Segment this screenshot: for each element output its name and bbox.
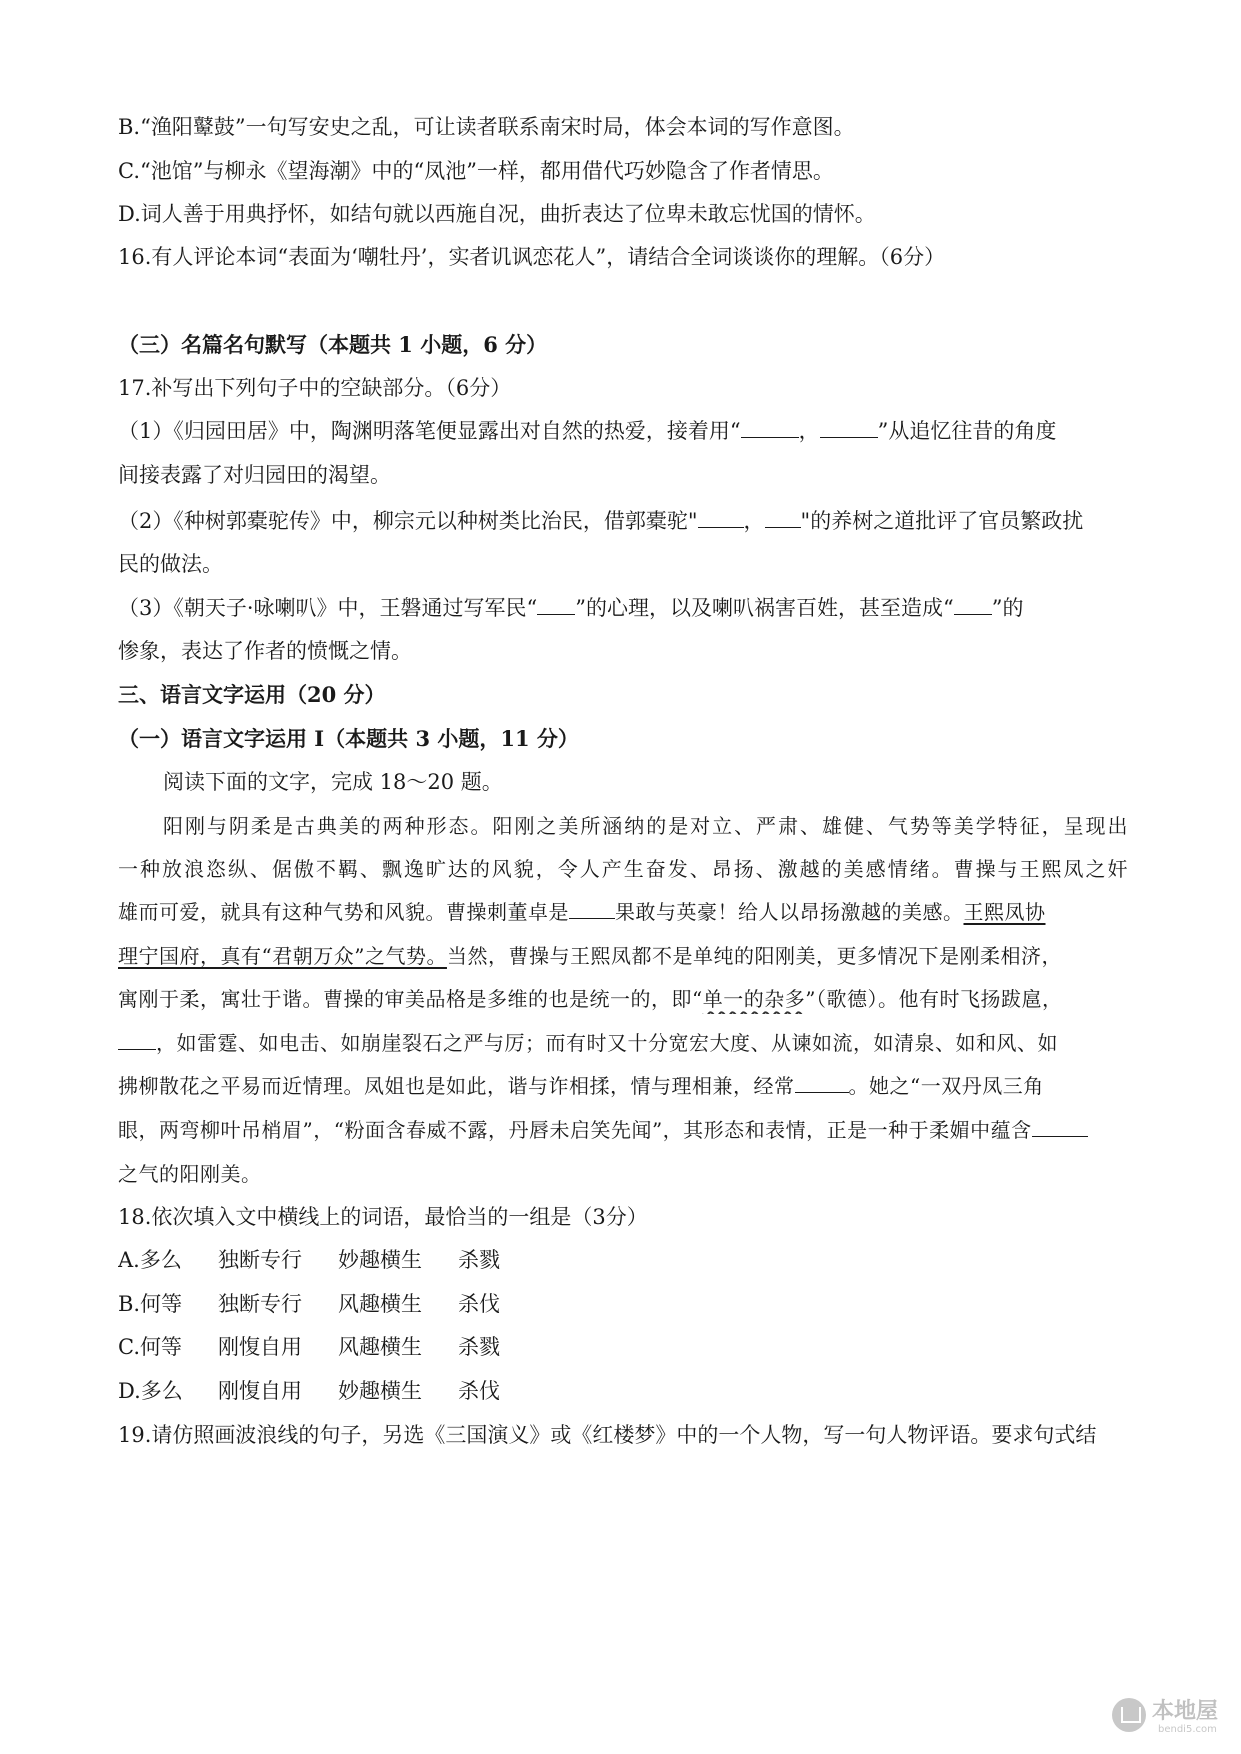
passage-line-1: 阳刚与阴柔是古典美的两种形态。阳刚之美所涵纳的是对立、严肃、雄健、气势等美学特征，呈现出 [163,814,1128,838]
passage-line-7 [118,1071,1128,1101]
option-word: 独断专行 [218,1292,302,1316]
q17-item3-text-a: （3）《朝天子·咏喇叭》中，王磐通过写军民“ [118,596,538,620]
answer-blank[interactable] [820,417,878,438]
underlined-sentence: 王熙凤协 [963,900,1046,924]
question-18: 18.依次填入文中横线上的词语，最恰当的一组是（3分） [118,1205,648,1229]
watermark-name: 本地屋 [1152,1699,1219,1724]
watermark-url: bendi5.com [1158,1724,1217,1735]
answer-blank[interactable] [765,507,801,528]
section-heading-recitation: （三）名篇名句默写（本题共 1 小题，6 分） [118,332,548,357]
option-word: 妙趣横生 [338,1248,422,1272]
wavy-underlined-phrase: 单一的杂多 [702,987,806,1011]
passage-line-8 [118,1115,1128,1145]
q17-item2-text-a: （2）《种树郭橐驼传》中，柳宗元以种树类比治民，借郭橐驼" [118,509,698,533]
answer-blank[interactable] [569,898,615,919]
passage-line8-text: 眼，两弯柳叶吊梢眉”，“粉面含春威不露，丹唇未启笑先闻”，其形态和表情，正是一种于柔媚中蕴含 [118,1118,1032,1142]
passage-line4-text-b: 当然，曹操与王熙凤都不是单纯的阳刚美，更多情况下是刚柔相济， [446,944,1062,968]
option-word: 妙趣横生 [338,1379,422,1403]
q17-item-3-cont: 惨象，表达了作者的愤慨之情。 [118,639,412,663]
q17-item-2 [118,506,1128,536]
q17-item3-text-c: ”的 [991,596,1024,620]
answer-blank[interactable] [795,1072,849,1093]
option-word: 独断专行 [218,1248,302,1272]
subsection-heading: （一）语言文字运用 I（本题共 3 小题，11 分） [118,726,579,751]
passage-line-9: 之气的阳刚美。 [118,1162,262,1186]
answer-blank[interactable] [954,594,992,615]
question-16: 16.有人评论本词“表面为‘嘲牡丹’，实者讥讽恋花人”，请结合全词谈谈你的理解。（6分） [118,245,946,269]
option-label: C.何等 [118,1335,182,1359]
question-17: 17.补写出下列句子中的空缺部分。（6分） [118,376,512,400]
passage-line-4 [118,941,1128,971]
answer-blank[interactable] [741,417,799,438]
passage-line3-text-a: 雄而可爱，就具有这种气势和风貌。曹操刺董卓是 [118,900,569,924]
q17-item-2-cont: 民的做法。 [118,552,223,576]
passage-line-6 [118,1028,1128,1058]
q17-item3-text-b: ”的心理，以及喇叭祸害百姓，甚至造成“ [575,596,954,620]
passage-line7-text-a: 拂柳散花之平易而近情理。凤姐也是如此，谐与诈相揉，情与理相兼，经常 [118,1074,795,1098]
q17-item1-text-a: （1）《归园田居》中，陶渊明落笔便显露出对自然的热爱，接着用“ [118,419,741,443]
passage-line-2: 一种放浪恣纵、倨傲不羁、飘逸旷达的风貌，令人产生奋发、昂扬、激越的美感情绪。曹操与王熙凤之奸 [118,857,1128,881]
option-label: B.何等 [118,1292,183,1316]
watermark [1112,1694,1232,1744]
q18-option-b [118,1289,1128,1319]
question-19: 19.请仿照画波浪线的句子，另选《三国演义》或《红楼梦》中的一个人物，写一句人物评语。要求句式结 [118,1423,1097,1447]
option-word: 杀伐 [458,1292,500,1316]
option-word: 杀戮 [458,1248,500,1272]
q17-item-1-cont: 间接表露了对归园田的渴望。 [118,463,391,487]
reading-instruction: 阅读下面的文字，完成 18～20 题。 [163,770,503,794]
passage-line6-text: ，如雷霆、如电击、如崩崖裂石之严与厉；而有时又十分宽宏大度、从谏如流，如清泉、如和风、如 [156,1031,1058,1055]
answer-blank[interactable] [537,594,575,615]
answer-blank[interactable] [118,1029,156,1050]
passage-line3-text-b: 果敢与英豪！给人以昂扬激越的美感。 [615,900,964,924]
q15-option-c: C.“池馆”与柳永《望海潮》中的“凤池”一样，都用借代巧妙隐含了作者情思。 [118,159,834,183]
q17-item2-text-b: ， [743,509,765,533]
option-word: 风趣横生 [338,1335,422,1359]
option-label: A.多么 [118,1248,182,1272]
passage-line7-text-b: 。她之“一双丹凤三角 [848,1074,1044,1098]
answer-blank[interactable] [1032,1116,1088,1137]
option-word: 杀戮 [458,1335,500,1359]
q18-option-a [118,1245,1128,1275]
q15-option-d: D.词人善于用典抒怀，如结句就以西施自况，曲折表达了位卑未敢忘忧国的情怀。 [118,202,876,226]
option-word: 杀伐 [458,1379,500,1403]
q17-item1-text-b: ， [798,419,820,443]
q17-item2-text-c: "的养树之道批评了官员繁政扰 [800,509,1084,533]
q18-option-c [118,1332,1128,1362]
part-heading-language-use: 三、语言文字运用（20 分） [118,682,386,707]
option-label: D.多么 [118,1379,183,1403]
house-logo-icon [1112,1698,1146,1732]
q17-item-3 [118,593,1128,623]
passage-line-5 [118,984,1128,1014]
q15-option-b: B.“渔阳鼙鼓”一句写安史之乱，可让读者联系南宋时局，体会本词的写作意图。 [118,115,855,139]
option-word: 刚愎自用 [218,1335,302,1359]
passage-line5-text-c: ”（歌德）。他有时飞扬跋扈， [805,987,1063,1011]
answer-blank[interactable] [698,507,744,528]
q18-option-d [118,1376,1128,1406]
passage-line-3 [118,897,1128,927]
passage-line5-text-a: 寓刚于柔，寓壮于谐。曹操的审美品格是多维的也是统一的，即“ [118,987,703,1011]
q17-item-1 [118,416,1128,446]
underlined-sentence-end: 理宁国府，真有“君朝万众”之气势。 [118,944,447,968]
option-word: 刚愎自用 [218,1379,302,1403]
q17-item1-text-c: ”从追忆往昔的角度 [877,419,1057,443]
option-word: 风趣横生 [338,1292,422,1316]
